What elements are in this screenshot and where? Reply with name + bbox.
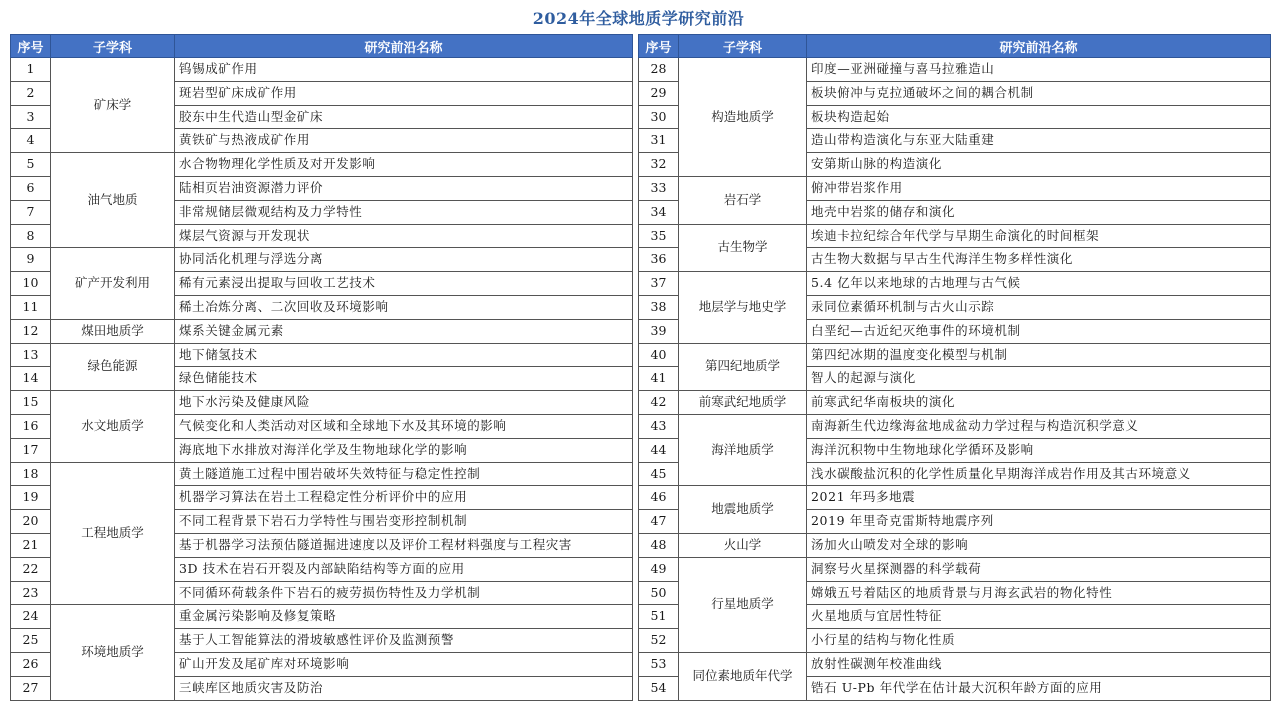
frontier-name-cell: 印度—亚洲碰撞与喜马拉雅造山 [807, 58, 1271, 82]
table-row [11, 153, 633, 177]
table-row [11, 343, 633, 367]
table-row [639, 176, 1271, 200]
table-row [639, 272, 1271, 296]
subdiscipline-cell: 地震地质学 [679, 486, 807, 534]
frontier-name-cell: 气候变化和人类活动对区域和全球地下水及其环境的影响 [175, 414, 633, 438]
subdiscipline-cell: 火山学 [679, 533, 807, 557]
table-row [11, 248, 633, 272]
row-number: 24 [11, 605, 51, 629]
header-num: 序号 [11, 35, 51, 58]
frontier-name-cell: 协同活化机理与浮选分离 [175, 248, 633, 272]
frontier-name-cell: 2019 年里奇克雷斯特地震序列 [807, 510, 1271, 534]
row-number: 39 [639, 319, 679, 343]
frontier-name-cell: 汞同位素循环机制与古火山示踪 [807, 295, 1271, 319]
row-number: 45 [639, 462, 679, 486]
frontier-name-cell: 地壳中岩浆的储存和演化 [807, 200, 1271, 224]
table-row [639, 414, 1271, 438]
table-row [639, 391, 1271, 415]
row-number: 11 [11, 295, 51, 319]
frontier-name-cell: 胶东中生代造山型金矿床 [175, 105, 633, 129]
row-number: 2 [11, 81, 51, 105]
subdiscipline-cell: 绿色能源 [51, 343, 175, 391]
row-number: 43 [639, 414, 679, 438]
row-number: 25 [11, 629, 51, 653]
row-number: 20 [11, 510, 51, 534]
row-number: 5 [11, 153, 51, 177]
frontier-name-cell: 智人的起源与演化 [807, 367, 1271, 391]
row-number: 31 [639, 129, 679, 153]
row-number: 26 [11, 652, 51, 676]
frontier-name-cell: 矿山开发及尾矿库对环境影响 [175, 652, 633, 676]
table-row [639, 58, 1271, 82]
table-row [11, 319, 633, 343]
row-number: 29 [639, 81, 679, 105]
row-number: 48 [639, 533, 679, 557]
row-number: 46 [639, 486, 679, 510]
header-row [11, 35, 633, 58]
frontier-name-cell: 重金属污染影响及修复策略 [175, 605, 633, 629]
row-number: 14 [11, 367, 51, 391]
frontier-name-cell: 锆石 U-Pb 年代学在估计最大沉积年龄方面的应用 [807, 676, 1271, 700]
row-number: 21 [11, 533, 51, 557]
frontier-table-right [638, 34, 1271, 701]
row-number: 35 [639, 224, 679, 248]
frontier-name-cell: 基于机器学习法预估隧道掘进速度以及评价工程材料强度与工程灾害 [175, 533, 633, 557]
row-number: 37 [639, 272, 679, 296]
subdiscipline-cell: 古生物学 [679, 224, 807, 272]
table-row [11, 605, 633, 629]
row-number: 41 [639, 367, 679, 391]
frontier-name-cell: 非常规储层微观结构及力学特性 [175, 200, 633, 224]
frontier-name-cell: 绿色储能技术 [175, 367, 633, 391]
row-number: 44 [639, 438, 679, 462]
row-number: 15 [11, 391, 51, 415]
frontier-name-cell: 钨锡成矿作用 [175, 58, 633, 82]
row-number: 28 [639, 58, 679, 82]
row-number: 13 [11, 343, 51, 367]
table-row [11, 462, 633, 486]
frontier-name-cell: 煤层气资源与开发现状 [175, 224, 633, 248]
row-number: 17 [11, 438, 51, 462]
frontier-name-cell: 第四纪冰期的温度变化模型与机制 [807, 343, 1271, 367]
table-row [639, 343, 1271, 367]
subdiscipline-cell: 构造地质学 [679, 58, 807, 177]
row-number: 49 [639, 557, 679, 581]
row-number: 54 [639, 676, 679, 700]
row-number: 4 [11, 129, 51, 153]
row-number: 6 [11, 176, 51, 200]
header-num: 序号 [639, 35, 679, 58]
row-number: 1 [11, 58, 51, 82]
header-subdiscipline: 子学科 [51, 35, 175, 58]
frontier-name-cell: 陆相页岩油资源潜力评价 [175, 176, 633, 200]
row-number: 30 [639, 105, 679, 129]
row-number: 12 [11, 319, 51, 343]
frontier-name-cell: 古生物大数据与早古生代海洋生物多样性演化 [807, 248, 1271, 272]
row-number: 47 [639, 510, 679, 534]
frontier-name-cell: 3D 技术在岩石开裂及内部缺陷结构等方面的应用 [175, 557, 633, 581]
row-number: 50 [639, 581, 679, 605]
frontier-name-cell: 海洋沉积物中生物地球化学循环及影响 [807, 438, 1271, 462]
frontier-name-cell: 不同循环荷载条件下岩石的疲劳损伤特性及力学机制 [175, 581, 633, 605]
table-body-left [11, 58, 633, 701]
frontier-table-left [10, 34, 633, 701]
frontier-name-cell: 板块构造起始 [807, 105, 1271, 129]
row-number: 19 [11, 486, 51, 510]
frontier-name-cell: 黄土隧道施工过程中围岩破坏失效特征与稳定性控制 [175, 462, 633, 486]
subdiscipline-cell: 地层学与地史学 [679, 272, 807, 343]
frontier-name-cell: 前寒武纪华南板块的演化 [807, 391, 1271, 415]
frontier-name-cell: 安第斯山脉的构造演化 [807, 153, 1271, 177]
table-row [639, 533, 1271, 557]
subdiscipline-cell: 岩石学 [679, 176, 807, 224]
table-body-right [639, 58, 1271, 701]
subdiscipline-cell: 前寒武纪地质学 [679, 391, 807, 415]
frontier-name-cell: 俯冲带岩浆作用 [807, 176, 1271, 200]
subdiscipline-cell: 海洋地质学 [679, 414, 807, 485]
subdiscipline-cell: 煤田地质学 [51, 319, 175, 343]
subdiscipline-cell: 工程地质学 [51, 462, 175, 605]
frontier-name-cell: 板块俯冲与克拉通破坏之间的耦合机制 [807, 81, 1271, 105]
header-row [639, 35, 1271, 58]
frontier-name-cell: 黄铁矿与热液成矿作用 [175, 129, 633, 153]
row-number: 51 [639, 605, 679, 629]
row-number: 3 [11, 105, 51, 129]
subdiscipline-cell: 矿床学 [51, 58, 175, 153]
row-number: 9 [11, 248, 51, 272]
subdiscipline-cell: 矿产开发利用 [51, 248, 175, 319]
frontier-name-cell: 机器学习算法在岩土工程稳定性分析评价中的应用 [175, 486, 633, 510]
page-title: 2024年全球地质学研究前沿 [532, 9, 745, 28]
frontier-name-cell: 2021 年玛多地震 [807, 486, 1271, 510]
table-row [639, 652, 1271, 676]
frontier-name-cell: 不同工程背景下岩石力学特性与围岩变形控制机制 [175, 510, 633, 534]
table-row [11, 58, 633, 82]
frontier-name-cell: 煤系关键金属元素 [175, 319, 633, 343]
frontier-name-cell: 洞察号火星探测器的科学载荷 [807, 557, 1271, 581]
frontier-name-cell: 地下水污染及健康风险 [175, 391, 633, 415]
frontier-name-cell: 浅水碳酸盐沉积的化学性质量化早期海洋成岩作用及其古环境意义 [807, 462, 1271, 486]
table-row [639, 557, 1271, 581]
frontier-name-cell: 火星地质与宜居性特征 [807, 605, 1271, 629]
row-number: 42 [639, 391, 679, 415]
row-number: 27 [11, 676, 51, 700]
row-number: 7 [11, 200, 51, 224]
row-number: 22 [11, 557, 51, 581]
frontier-name-cell: 水合物物理化学性质及对开发影响 [175, 153, 633, 177]
frontier-name-cell: 5.4 亿年以来地球的古地理与古气候 [807, 272, 1271, 296]
table-row [11, 391, 633, 415]
row-number: 23 [11, 581, 51, 605]
row-number: 16 [11, 414, 51, 438]
row-number: 18 [11, 462, 51, 486]
frontier-name-cell: 放射性碳测年校准曲线 [807, 652, 1271, 676]
frontier-name-cell: 斑岩型矿床成矿作用 [175, 81, 633, 105]
frontier-name-cell: 地下储氢技术 [175, 343, 633, 367]
row-number: 32 [639, 153, 679, 177]
row-number: 53 [639, 652, 679, 676]
frontier-name-cell: 造山带构造演化与东亚大陆重建 [807, 129, 1271, 153]
row-number: 36 [639, 248, 679, 272]
row-number: 52 [639, 629, 679, 653]
header-frontier-name: 研究前沿名称 [175, 35, 633, 58]
subdiscipline-cell: 行星地质学 [679, 557, 807, 652]
frontier-name-cell: 稀有元素浸出提取与回收工艺技术 [175, 272, 633, 296]
frontier-name-cell: 南海新生代边缘海盆地成盆动力学过程与构造沉积学意义 [807, 414, 1271, 438]
row-number: 10 [11, 272, 51, 296]
row-number: 33 [639, 176, 679, 200]
frontier-name-cell: 嫦娥五号着陆区的地质背景与月海玄武岩的物化特性 [807, 581, 1271, 605]
frontier-name-cell: 三峡库区地质灾害及防治 [175, 676, 633, 700]
header-subdiscipline: 子学科 [679, 35, 807, 58]
frontier-name-cell: 小行星的结构与物化性质 [807, 629, 1271, 653]
subdiscipline-cell: 油气地质 [51, 153, 175, 248]
subdiscipline-cell: 水文地质学 [51, 391, 175, 462]
table-row [639, 224, 1271, 248]
subdiscipline-cell: 第四纪地质学 [679, 343, 807, 391]
frontier-name-cell: 海底地下水排放对海洋化学及生物地球化学的影响 [175, 438, 633, 462]
row-number: 8 [11, 224, 51, 248]
frontier-name-cell: 稀土冶炼分离、二次回收及环境影响 [175, 295, 633, 319]
frontier-name-cell: 汤加火山喷发对全球的影响 [807, 533, 1271, 557]
frontier-name-cell: 基于人工智能算法的滑坡敏感性评价及监测预警 [175, 629, 633, 653]
subdiscipline-cell: 环境地质学 [51, 605, 175, 700]
table-row [639, 486, 1271, 510]
row-number: 40 [639, 343, 679, 367]
frontier-name-cell: 埃迪卡拉纪综合年代学与早期生命演化的时间框架 [807, 224, 1271, 248]
frontier-name-cell: 白垩纪—古近纪灭绝事件的环境机制 [807, 319, 1271, 343]
header-frontier-name: 研究前沿名称 [807, 35, 1271, 58]
subdiscipline-cell: 同位素地质年代学 [679, 652, 807, 700]
row-number: 34 [639, 200, 679, 224]
row-number: 38 [639, 295, 679, 319]
